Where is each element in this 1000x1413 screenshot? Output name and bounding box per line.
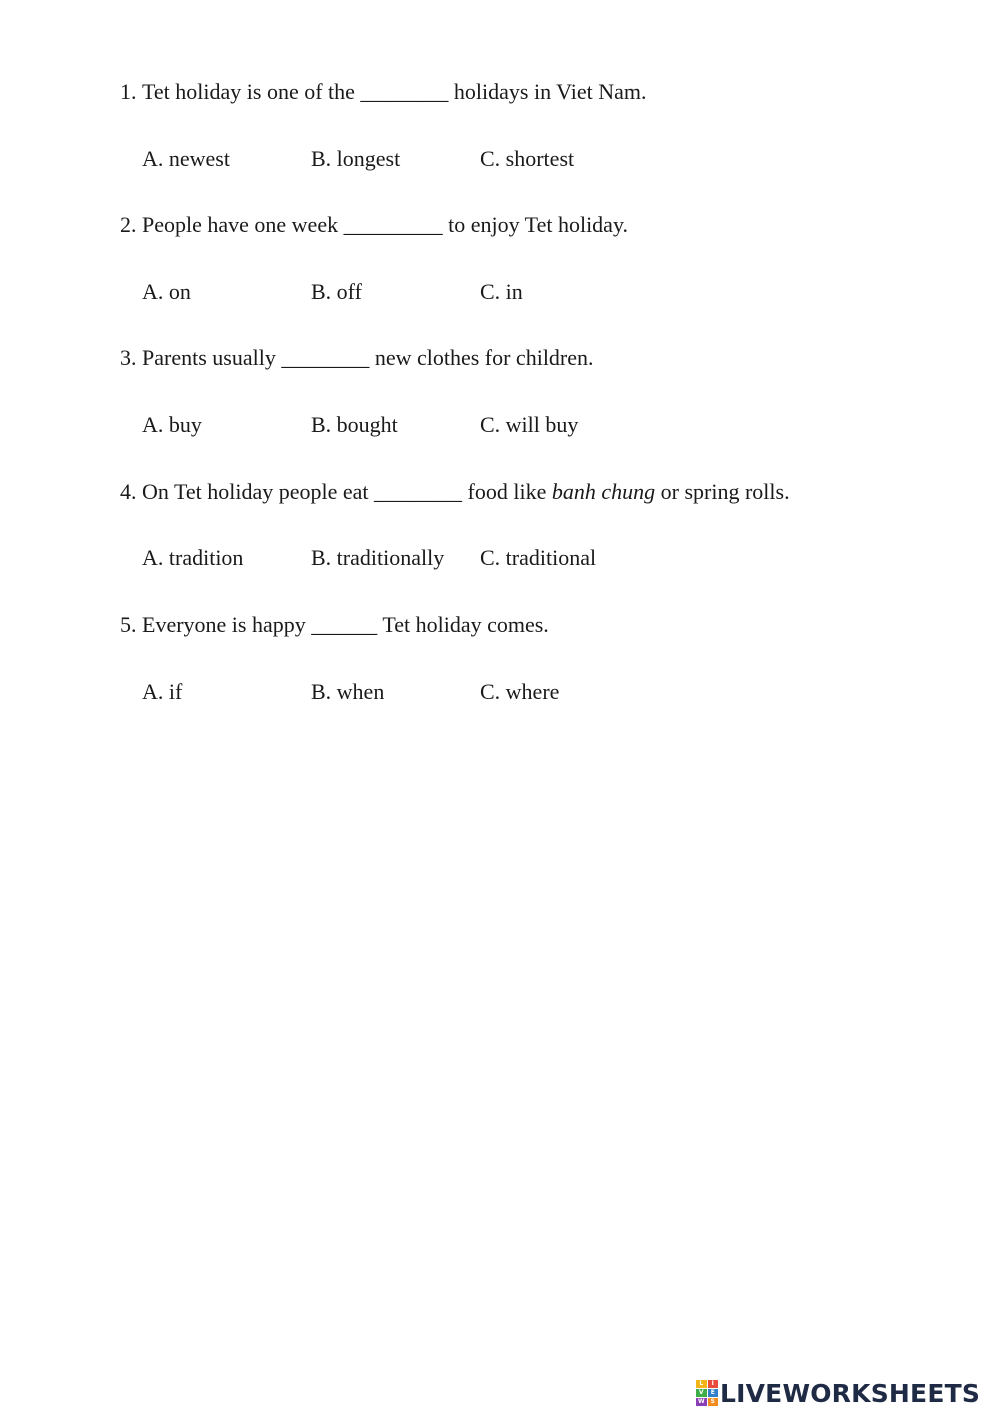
option-a[interactable]: A. tradition [142, 545, 244, 570]
question-4 [120, 479, 790, 505]
question-5 [120, 612, 549, 638]
option-a[interactable]: A. buy [142, 412, 202, 437]
question-text-end: or spring rolls. [655, 479, 790, 504]
liveworksheets-logo-icon [696, 1380, 718, 1406]
question-number: 2. [120, 212, 137, 237]
logo-mark-cell: L [696, 1380, 707, 1388]
option-b[interactable]: B. off [311, 279, 362, 304]
question-text: On Tet holiday people eat ________ food like [142, 479, 552, 504]
option-a[interactable]: A. newest [142, 146, 230, 171]
question-number: 1. [120, 79, 137, 104]
question-number: 3. [120, 345, 137, 370]
logo-mark-cell: I [708, 1380, 719, 1388]
liveworksheets-logo[interactable] [696, 1378, 980, 1408]
logo-mark-cell: W [697, 1398, 705, 1405]
option-c[interactable]: C. shortest [480, 146, 575, 171]
logo-mark-cell: V [696, 1389, 707, 1397]
question-italic-term: banh chung [551, 479, 656, 504]
option-b[interactable]: B. traditionally [311, 545, 445, 570]
option-b[interactable]: B. when [311, 679, 385, 704]
option-c[interactable]: C. where [480, 679, 560, 704]
option-a[interactable]: A. on [142, 279, 191, 304]
question-text: Tet holiday is one of the ________ holidays in Viet Nam. [142, 79, 647, 104]
question-3 [120, 345, 594, 371]
option-c[interactable]: C. in [480, 279, 523, 304]
question-1 [120, 79, 647, 105]
option-b[interactable]: B. longest [311, 146, 401, 171]
option-c[interactable]: C. traditional [480, 545, 597, 570]
question-text: Parents usually ________ new clothes for children. [142, 345, 594, 370]
question-2 [120, 212, 628, 238]
logo-mark-cell: E [708, 1389, 719, 1397]
option-c[interactable]: C. will buy [480, 412, 579, 437]
question-number: 5. [120, 612, 137, 637]
question-text: People have one week _________ to enjoy Tet holiday. [142, 212, 629, 237]
option-a[interactable]: A. if [142, 679, 183, 704]
logo-text: LIVEWORKSHEETS [720, 1378, 981, 1408]
option-b[interactable]: B. bought [311, 412, 398, 437]
question-number: 4. [120, 479, 137, 504]
question-text: Everyone is happy ______ Tet holiday comes. [142, 612, 549, 637]
logo-mark-cell: S [708, 1398, 719, 1406]
